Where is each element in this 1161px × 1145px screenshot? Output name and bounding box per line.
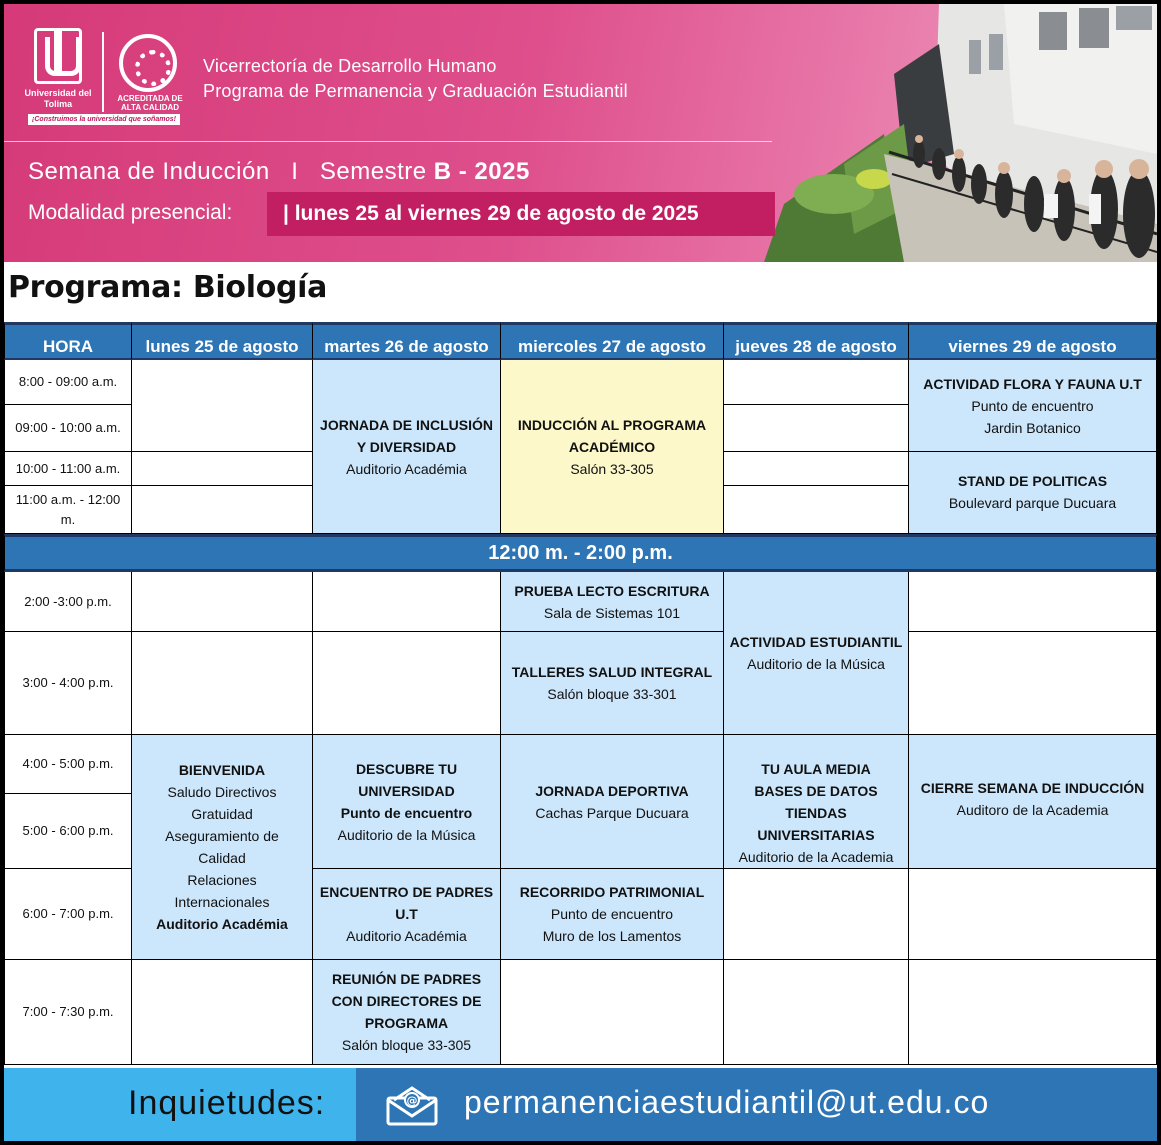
empty-cell bbox=[724, 360, 909, 405]
event-flora-fauna bbox=[909, 360, 1157, 452]
university-logo-icon bbox=[34, 28, 82, 84]
event-title: REUNIÓN DE PADRES CON DIRECTORES DE PROGRAMA bbox=[331, 971, 482, 1031]
header-hora: HORA bbox=[4, 322, 132, 360]
header-wednesday: miercoles 27 de agosto bbox=[501, 322, 724, 360]
event-detail: Aseguramiento de Calidad bbox=[165, 828, 279, 866]
event-location: Salón bloque 33-305 bbox=[341, 1037, 472, 1053]
event-encuentro-padres bbox=[313, 869, 501, 960]
event-title: JORNADA DEPORTIVA bbox=[535, 782, 689, 799]
event-title: PRUEBA LECTO ESCRITURA bbox=[514, 582, 710, 599]
event-location: Salón 33-305 bbox=[570, 460, 654, 477]
event-location: Cachas Parque Ducuara bbox=[535, 804, 689, 821]
event-dates: | lunes 25 al viernes 29 de agosto de 2025 bbox=[267, 192, 775, 236]
event-location: Auditorio de la Música bbox=[747, 656, 885, 672]
time-slot: 3:00 - 4:00 p.m. bbox=[4, 632, 132, 735]
empty-cell bbox=[909, 960, 1157, 1065]
empty-cell bbox=[724, 452, 909, 486]
event-detail: Gratuidad bbox=[191, 806, 253, 822]
semestre-label: Semestre bbox=[319, 158, 427, 185]
lunch-break: 12:00 m. - 2:00 p.m. bbox=[4, 534, 1157, 572]
event-title bbox=[28, 158, 530, 186]
event-stand-politicas bbox=[909, 452, 1157, 534]
event-title: DESCUBRE TU UNIVERSIDAD bbox=[355, 760, 458, 799]
event-actividad-estudiantil bbox=[724, 572, 909, 735]
empty-cell bbox=[909, 632, 1157, 735]
event-salud-integral bbox=[501, 632, 724, 735]
event-lecto-escritura bbox=[501, 572, 724, 632]
event-recorrido-patrimonial bbox=[501, 869, 724, 960]
event-title: ENCUENTRO DE PADRES U.T bbox=[319, 884, 494, 922]
event-bienvenida bbox=[132, 735, 313, 960]
event-detail: Saludo Directivos bbox=[167, 784, 277, 800]
time-slot: 6:00 - 7:00 p.m. bbox=[4, 869, 132, 960]
time-slot: 5:00 - 6:00 p.m. bbox=[4, 794, 132, 869]
event-title: TU AULA MEDIA BASES DE DATOS TIENDAS UNIVERSITARIAS bbox=[754, 761, 878, 843]
event-aula-media bbox=[724, 735, 909, 869]
event-location: Auditorio de la Academia bbox=[738, 849, 894, 865]
event-location: Auditorio de la Música bbox=[337, 826, 476, 843]
event-title: ACTIVIDAD ESTUDIANTIL bbox=[729, 634, 903, 650]
event-title: JORNADA DE INCLUSIÓN Y DIVERSIDAD bbox=[320, 416, 493, 455]
empty-cell bbox=[313, 572, 501, 632]
event-cierre-semana bbox=[909, 735, 1157, 869]
event-title: STAND DE POLITICAS bbox=[957, 473, 1108, 489]
time-slot: 8:00 - 09:00 a.m. bbox=[4, 360, 132, 405]
accreditation-seal-icon bbox=[119, 34, 177, 92]
time-slot: 11:00 a.m. - 12:00 m. bbox=[4, 486, 132, 534]
empty-cell bbox=[132, 572, 313, 632]
header-monday: lunes 25 de agosto bbox=[132, 322, 313, 360]
empty-cell bbox=[909, 869, 1157, 960]
empty-cell bbox=[132, 960, 313, 1065]
university-slogan: ¡Construimos la universidad que soñamos! bbox=[28, 114, 180, 125]
event-detail: Punto de encuentro bbox=[971, 397, 1094, 414]
event-location: Auditorio Académia bbox=[346, 928, 467, 944]
logo-divider bbox=[102, 32, 104, 112]
time-slot: 2:00 -3:00 p.m. bbox=[4, 572, 132, 632]
event-jornada-deportiva bbox=[501, 735, 724, 869]
empty-cell bbox=[724, 960, 909, 1065]
accreditation-label: ACREDITADA DE ALTA CALIDAD bbox=[117, 94, 183, 112]
header-friday: viernes 29 de agosto bbox=[909, 322, 1157, 360]
empty-cell bbox=[501, 960, 724, 1065]
event-title: INDUCCIÓN AL PROGRAMA ACADÉMICO bbox=[517, 416, 707, 455]
event-title: TALLERES SALUD INTEGRAL bbox=[511, 664, 713, 680]
event-location: Auditorio Académia bbox=[156, 916, 288, 932]
event-title: CIERRE SEMANA DE INDUCCIÓN bbox=[920, 780, 1145, 796]
event-detail: Punto de encuentro bbox=[550, 906, 674, 922]
contact-label: Inquietudes: bbox=[128, 1084, 326, 1122]
empty-cell bbox=[724, 869, 909, 960]
event-inclusion bbox=[313, 360, 501, 534]
university-logo-name: Universidad del Tolima bbox=[24, 88, 92, 109]
event-location: Sala de Sistemas 101 bbox=[543, 604, 681, 621]
event-location: Auditoro de la Academia bbox=[956, 802, 1109, 818]
time-slot: 4:00 - 5:00 p.m. bbox=[4, 735, 132, 794]
empty-cell bbox=[132, 452, 313, 486]
empty-cell bbox=[724, 486, 909, 534]
event-title: RECORRIDO PATRIMONIAL bbox=[519, 884, 705, 900]
empty-cell bbox=[132, 632, 313, 735]
contact-footer bbox=[4, 1068, 1157, 1145]
header-thursday: jueves 28 de agosto bbox=[724, 322, 909, 360]
time-slot: 10:00 - 11:00 a.m. bbox=[4, 452, 132, 486]
event-location: Boulevard parque Ducuara bbox=[948, 495, 1117, 511]
empty-cell bbox=[132, 486, 313, 534]
header-tuesday: martes 26 de agosto bbox=[313, 322, 501, 360]
semana-label: Semana de Inducción bbox=[28, 158, 270, 185]
svg-text:@: @ bbox=[406, 1094, 418, 1107]
time-slot: 09:00 - 10:00 a.m. bbox=[4, 405, 132, 452]
event-location: Jardin Botanico bbox=[984, 419, 1081, 436]
event-detail: Punto de encuentro bbox=[340, 804, 473, 821]
event-title: BIENVENIDA bbox=[178, 762, 266, 778]
event-descubre-universidad bbox=[313, 735, 501, 869]
event-title: ACTIVIDAD FLORA Y FAUNA U.T bbox=[923, 375, 1142, 392]
event-reunion-padres bbox=[313, 960, 501, 1065]
permanencia-program-title: Programa de Permanencia y Graduación Estudiantil bbox=[203, 81, 628, 101]
vicerrectoria-block bbox=[203, 54, 628, 104]
header-banner bbox=[4, 4, 1157, 262]
empty-cell bbox=[313, 632, 501, 735]
email-envelope-icon bbox=[386, 1086, 438, 1126]
event-location: Muro de los Lamentos bbox=[542, 928, 682, 944]
empty-cell bbox=[724, 405, 909, 452]
schedule-table bbox=[4, 322, 1157, 1065]
event-induccion-programa bbox=[501, 360, 724, 534]
empty-cell bbox=[909, 572, 1157, 632]
vicerrectoria-title: Vicerrectoría de Desarrollo Humano bbox=[203, 56, 497, 76]
contact-email-link[interactable]: permanenciaestudiantil@ut.edu.co bbox=[464, 1084, 990, 1120]
program-title: Programa: Biología bbox=[8, 270, 328, 305]
semana-separator: I bbox=[291, 158, 299, 185]
event-detail: Relaciones Internacionales bbox=[174, 872, 270, 910]
empty-cell bbox=[132, 360, 313, 452]
time-slot: 7:00 - 7:30 p.m. bbox=[4, 960, 132, 1065]
event-location: Auditorio Académia bbox=[346, 460, 467, 477]
event-location: Salón bloque 33-301 bbox=[547, 686, 677, 702]
semestre-value: B - 2025 bbox=[433, 158, 530, 185]
modalidad-label: Modalidad presencial: bbox=[28, 201, 233, 224]
banner-divider bbox=[4, 141, 772, 142]
